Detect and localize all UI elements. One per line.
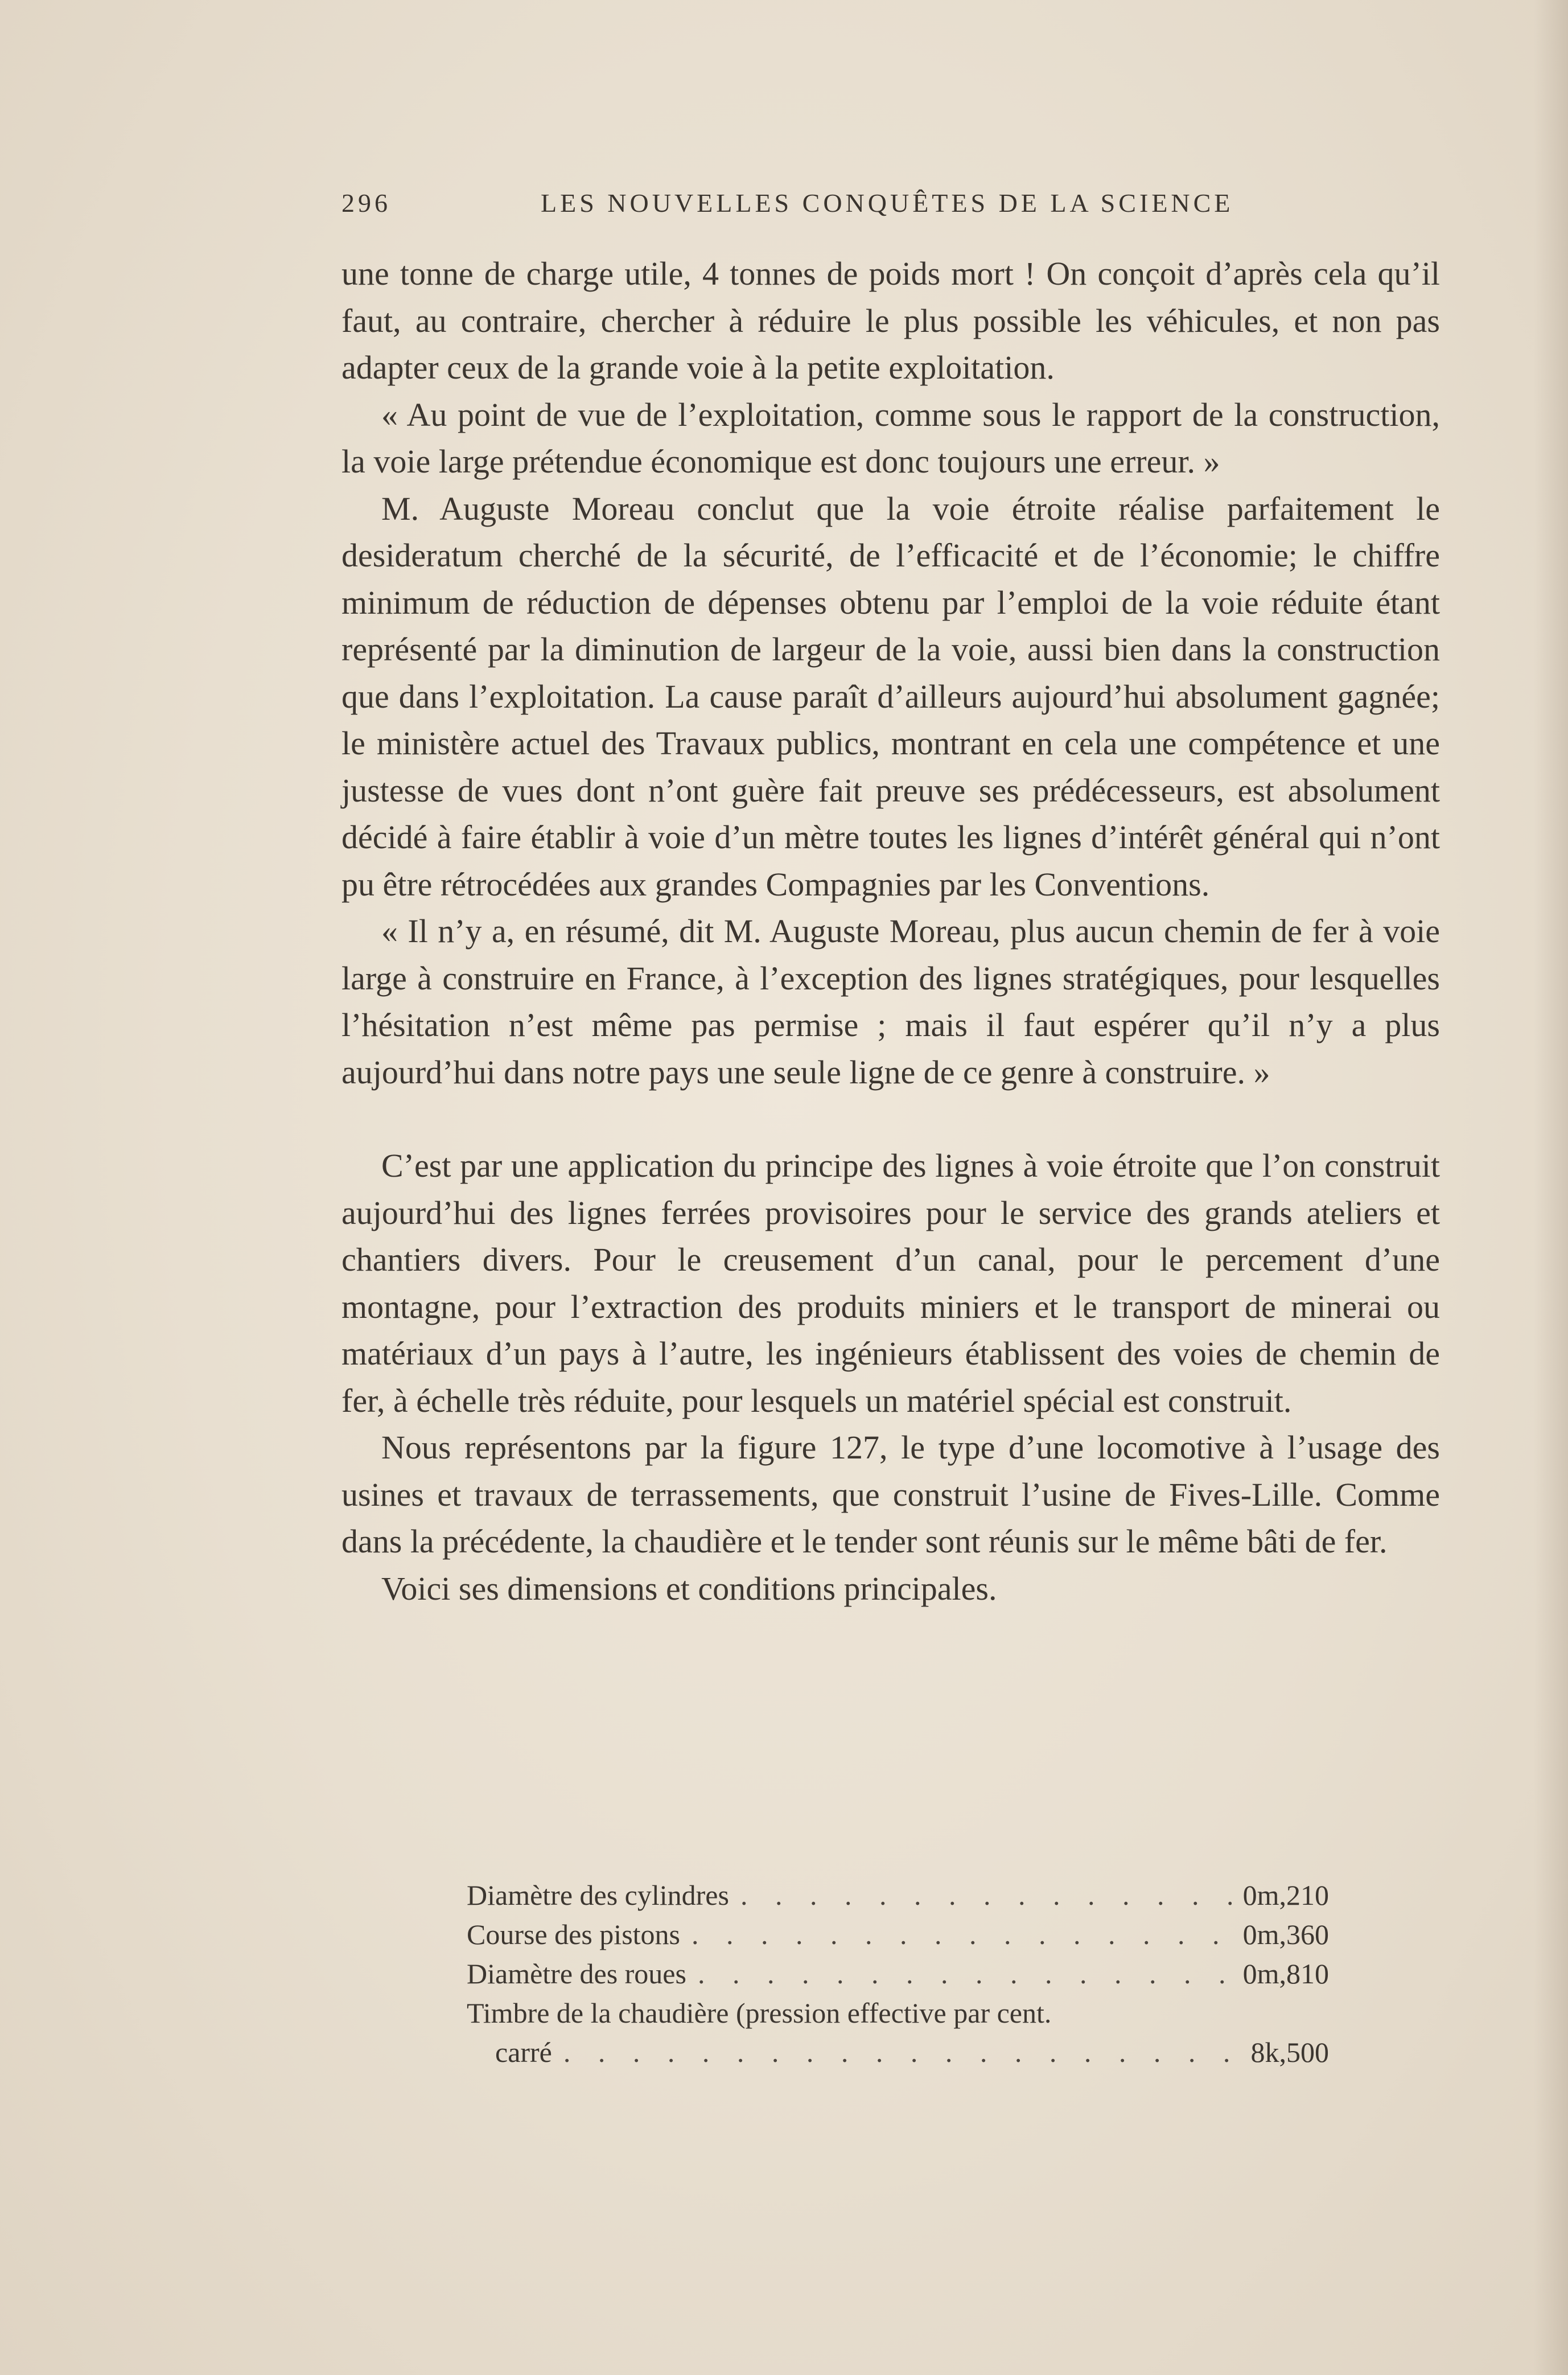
spec-row-pistons — [467, 1915, 1329, 1954]
paragraph-quote-summary: « Il n’y a, en résumé, dit M. Auguste Moreau, plus aucun chemin de fer à voie large à construire en France, à l’exception des lignes stratégiques, pour lesquelles l’hésitation n’est même pas permise ; mais il faut espérer qu’il n’y a plus aujourd’hui dans notre pays une seule ligne de ce genre à construire. » — [341, 913, 1440, 1091]
running-title: LES NOUVELLES CONQUÊTES DE LA SCIENCE — [541, 188, 1234, 217]
body-text — [341, 250, 1440, 1612]
spec-value: 0m,810 — [1242, 1958, 1329, 1990]
spec-value: 0m,210 — [1242, 1879, 1329, 1911]
paragraph-quote-exploitation: « Au point de vue de l’exploitation, comme sous le rapport de la construction, la voie large prétendue économique est donc toujours une erreur. » — [341, 396, 1440, 480]
spec-label: Diamètre des cylindres — [467, 1879, 729, 1911]
page-edge-shadow — [1534, 0, 1568, 2375]
paragraph-continuation: une tonne de charge utile, 4 tonnes de poids mort ! On conçoit d’après cela qu’il faut, au contraire, chercher à réduire le plus possible les véhicules, et non pas adapter ceux de la grande voie à la petite exploitation. — [341, 255, 1440, 386]
spec-label: carré — [495, 2036, 552, 2068]
page-header — [341, 188, 1417, 228]
page-number: 296 — [341, 188, 391, 217]
spec-label: Course des pistons — [467, 1918, 680, 1950]
spec-row-pressure-line2 — [467, 2033, 1329, 2072]
leader-dots — [552, 2033, 1232, 2072]
paragraph-provisional-lines: C’est par une application du principe des lignes à voie étroite que l’on construit aujourd’hui des lignes ferrées provisoires pour le service des grands ateliers et chantiers divers. Pour le creusement d’un canal, pour le percement d’une montagne, pour l’extraction des produits miniers et le transport de minerai ou matériaux d’un pays à l’autre, les ingénieurs établissent des voies de chemin de fer, à échelle très réduite, pour lesquels un matériel spécial est construit. — [341, 1147, 1440, 1419]
spec-row-cylinders — [467, 1876, 1329, 1915]
spec-value: 8k,500 — [1250, 2036, 1329, 2068]
paragraph-figure-127: Nous représentons par la figure 127, le type d’une locomotive à l’usage des usines et travaux de terrassements, que construit l’usine de Fives-Lille. Comme dans la précédente, la chaudière et le tender sont réunis sur le même bâti de fer. — [341, 1429, 1440, 1560]
paragraph-moreau-conclusion: M. Auguste Moreau conclut que la voie étroite réalise parfaitement le desideratum cherché de la sécurité, de l’efficacité et de l’économie; le chiffre minimum de réduction de dépenses obtenu par l’emploi de la voie réduite étant représenté par la diminution de largeur de la voie, aussi bien dans la construction que dans l’exploitation. La cause paraît d’ailleurs aujourd’hui absolument gagnée; le ministère actuel des Travaux publics, montrant en cela une compétence et une justesse de vues dont n’ont guère fait preuve ses prédécesseurs, est absolument décidé à faire établir à voie d’un mètre toutes les lignes d’intérêt général qui n’ont pu être rétrocédées aux grandes Compagnies par les Conventions. — [341, 490, 1440, 903]
spec-label: Timbre de la chaudière (pression effective par cent. — [467, 1997, 1052, 2029]
leader-dots — [680, 1915, 1232, 1954]
leader-dots — [686, 1954, 1232, 1994]
spec-row-wheels — [467, 1954, 1329, 1994]
leader-dots — [729, 1876, 1232, 1915]
spec-value: 0m,360 — [1242, 1918, 1329, 1950]
paragraph-dimensions-intro: Voici ses dimensions et conditions principales. — [381, 1569, 997, 1607]
dimensions-table — [467, 1876, 1329, 2072]
section-gap — [341, 1096, 1440, 1143]
spec-row-pressure-line1 — [467, 1994, 1329, 2033]
spec-label: Diamètre des roues — [467, 1958, 686, 1990]
